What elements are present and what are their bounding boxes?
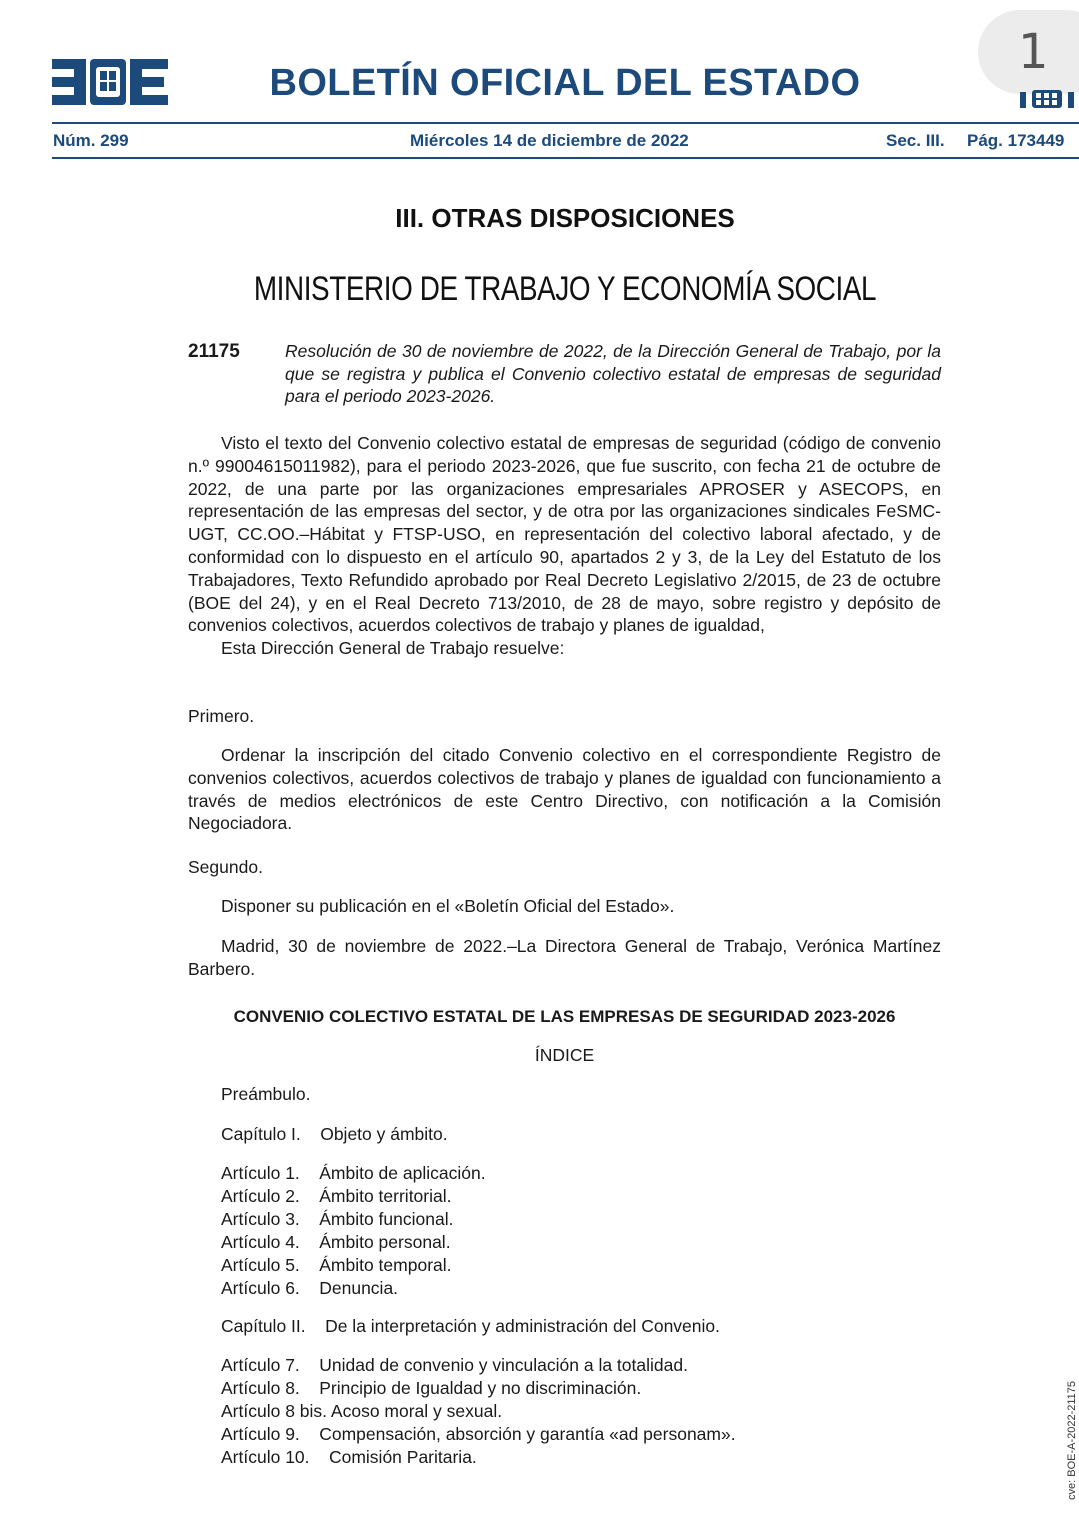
- signature-paragraph: Madrid, 30 de noviembre de 2022.–La Directora General de Trabajo, Verónica Martínez Barbero.: [188, 936, 941, 979]
- toc-article: Artículo 1. Ámbito de aplicación.: [221, 1163, 486, 1183]
- toc-article: Artículo 8 bis. Acoso moral y sexual.: [221, 1401, 503, 1421]
- resolves-paragraph: Esta Dirección General de Trabajo resuelve:: [221, 638, 565, 659]
- second-heading: Segundo.: [188, 857, 263, 877]
- header-rule-bottom: [52, 157, 1079, 159]
- toc-article: Artículo 6. Denuncia.: [221, 1278, 399, 1298]
- section-label: Sec. III.: [886, 131, 945, 150]
- toc-article: Artículo 9. Compensación, absorción y garantía «ad personam».: [221, 1424, 736, 1444]
- issue-number: Núm. 299: [53, 131, 129, 150]
- header-rule-top: [52, 122, 1079, 124]
- toc-article: Artículo 4. Ámbito personal.: [221, 1232, 451, 1252]
- resolution-summary: Resolución de 30 de noviembre de 2022, de la Dirección General de Trabajo, por la que se registra y publica el Convenio colectivo estatal de empresas de seguridad para el periodo 2023-2026.: [285, 341, 941, 406]
- section-title: III. OTRAS DISPOSICIONES: [395, 203, 735, 233]
- toc-article: Artículo 3. Ámbito funcional.: [221, 1209, 454, 1229]
- body-intro-block: [188, 432, 941, 660]
- toc-preamble: [221, 1083, 311, 1106]
- issue-date: Miércoles 14 de diciembre de 2022: [410, 131, 689, 150]
- first-paragraph: Ordenar la inscripción del citado Convenio colectivo en el correspondiente Registro de convenios colectivos, acuerdos colectivos de trabajo y planes de igualdad con funcionamiento a través de medios electrónicos de este Centro Directivo, con notificación a la Comisión Negociadora.: [188, 745, 941, 834]
- ministry-title: MINISTERIO DE TRABAJO Y ECONOMÍA SOCIAL: [253, 270, 877, 308]
- toc-chapter-2-articles: [221, 1354, 736, 1469]
- signature-block: [188, 935, 941, 981]
- toc-chapter-1-articles: [221, 1162, 486, 1300]
- toc-chapter-2: [221, 1315, 720, 1338]
- toc-article: Artículo 5. Ámbito temporal.: [221, 1255, 452, 1275]
- toc-article: Artículo 2. Ámbito territorial.: [221, 1186, 452, 1206]
- cve-identifier: cve: BOE-A-2022-21175: [1066, 1380, 1078, 1500]
- page-label: Pág. 173449: [967, 131, 1065, 150]
- intro-paragraph: Visto el texto del Convenio colectivo estatal de empresas de seguridad (código de convenio n.º 99004615011982), para el periodo 2023-2026, que fue suscrito, con fecha 21 de octubre de 2022, de una parte por las organizaciones empresariales APROSER y ASECOPS, en representación de las empresas del sector, y de otra por las organizaciones sindicales FeSMC-UGT, CC.OO.–Hábitat y FTSP-USO, en representación del colectivo laboral afectado, y de conformidad con lo dispuesto en el artículo 90, apartados 2 y 3, de la Ley del Estatuto de los Trabajadores, Texto Refundido aprobado por Real Decreto Legislativo 2/2015, de 23 de octubre (BOE del 24), y en el Real Decreto 713/2010, de 28 de mayo, sobre registro y depósito de convenios colectivos, acuerdos colectivos de trabajo y planes de igualdad,: [188, 433, 941, 636]
- first-block: [188, 744, 941, 835]
- second-paragraph: Disponer su publicación en el «Boletín Oficial del Estado».: [221, 896, 675, 916]
- second-block: [188, 895, 941, 918]
- first-heading: Primero.: [188, 706, 255, 726]
- coat-of-arms-icon: [1018, 88, 1076, 110]
- toc-article: Artículo 8. Principio de Igualdad y no discriminación.: [221, 1378, 642, 1398]
- toc-chapter: Capítulo I. Objeto y ámbito.: [221, 1124, 448, 1144]
- toc-article: Artículo 7. Unidad de convenio y vinculación a la totalidad.: [221, 1355, 688, 1375]
- bulletin-title: BOLETÍN OFICIAL DEL ESTADO: [269, 62, 861, 104]
- convenio-title: CONVENIO COLECTIVO ESTATAL DE LAS EMPRESAS DE SEGURIDAD 2023-2026: [233, 1007, 896, 1026]
- toc-chapter: Capítulo II. De la interpretación y administración del Convenio.: [221, 1316, 721, 1336]
- resolution-number: 21175: [188, 341, 240, 362]
- toc-item: Preámbulo.: [221, 1084, 311, 1104]
- page-number: 1: [1018, 24, 1049, 80]
- toc-article: Artículo 10. Comisión Paritaria.: [221, 1447, 477, 1467]
- toc-chapter-1: [221, 1123, 448, 1146]
- index-title: ÍNDICE: [534, 1045, 595, 1065]
